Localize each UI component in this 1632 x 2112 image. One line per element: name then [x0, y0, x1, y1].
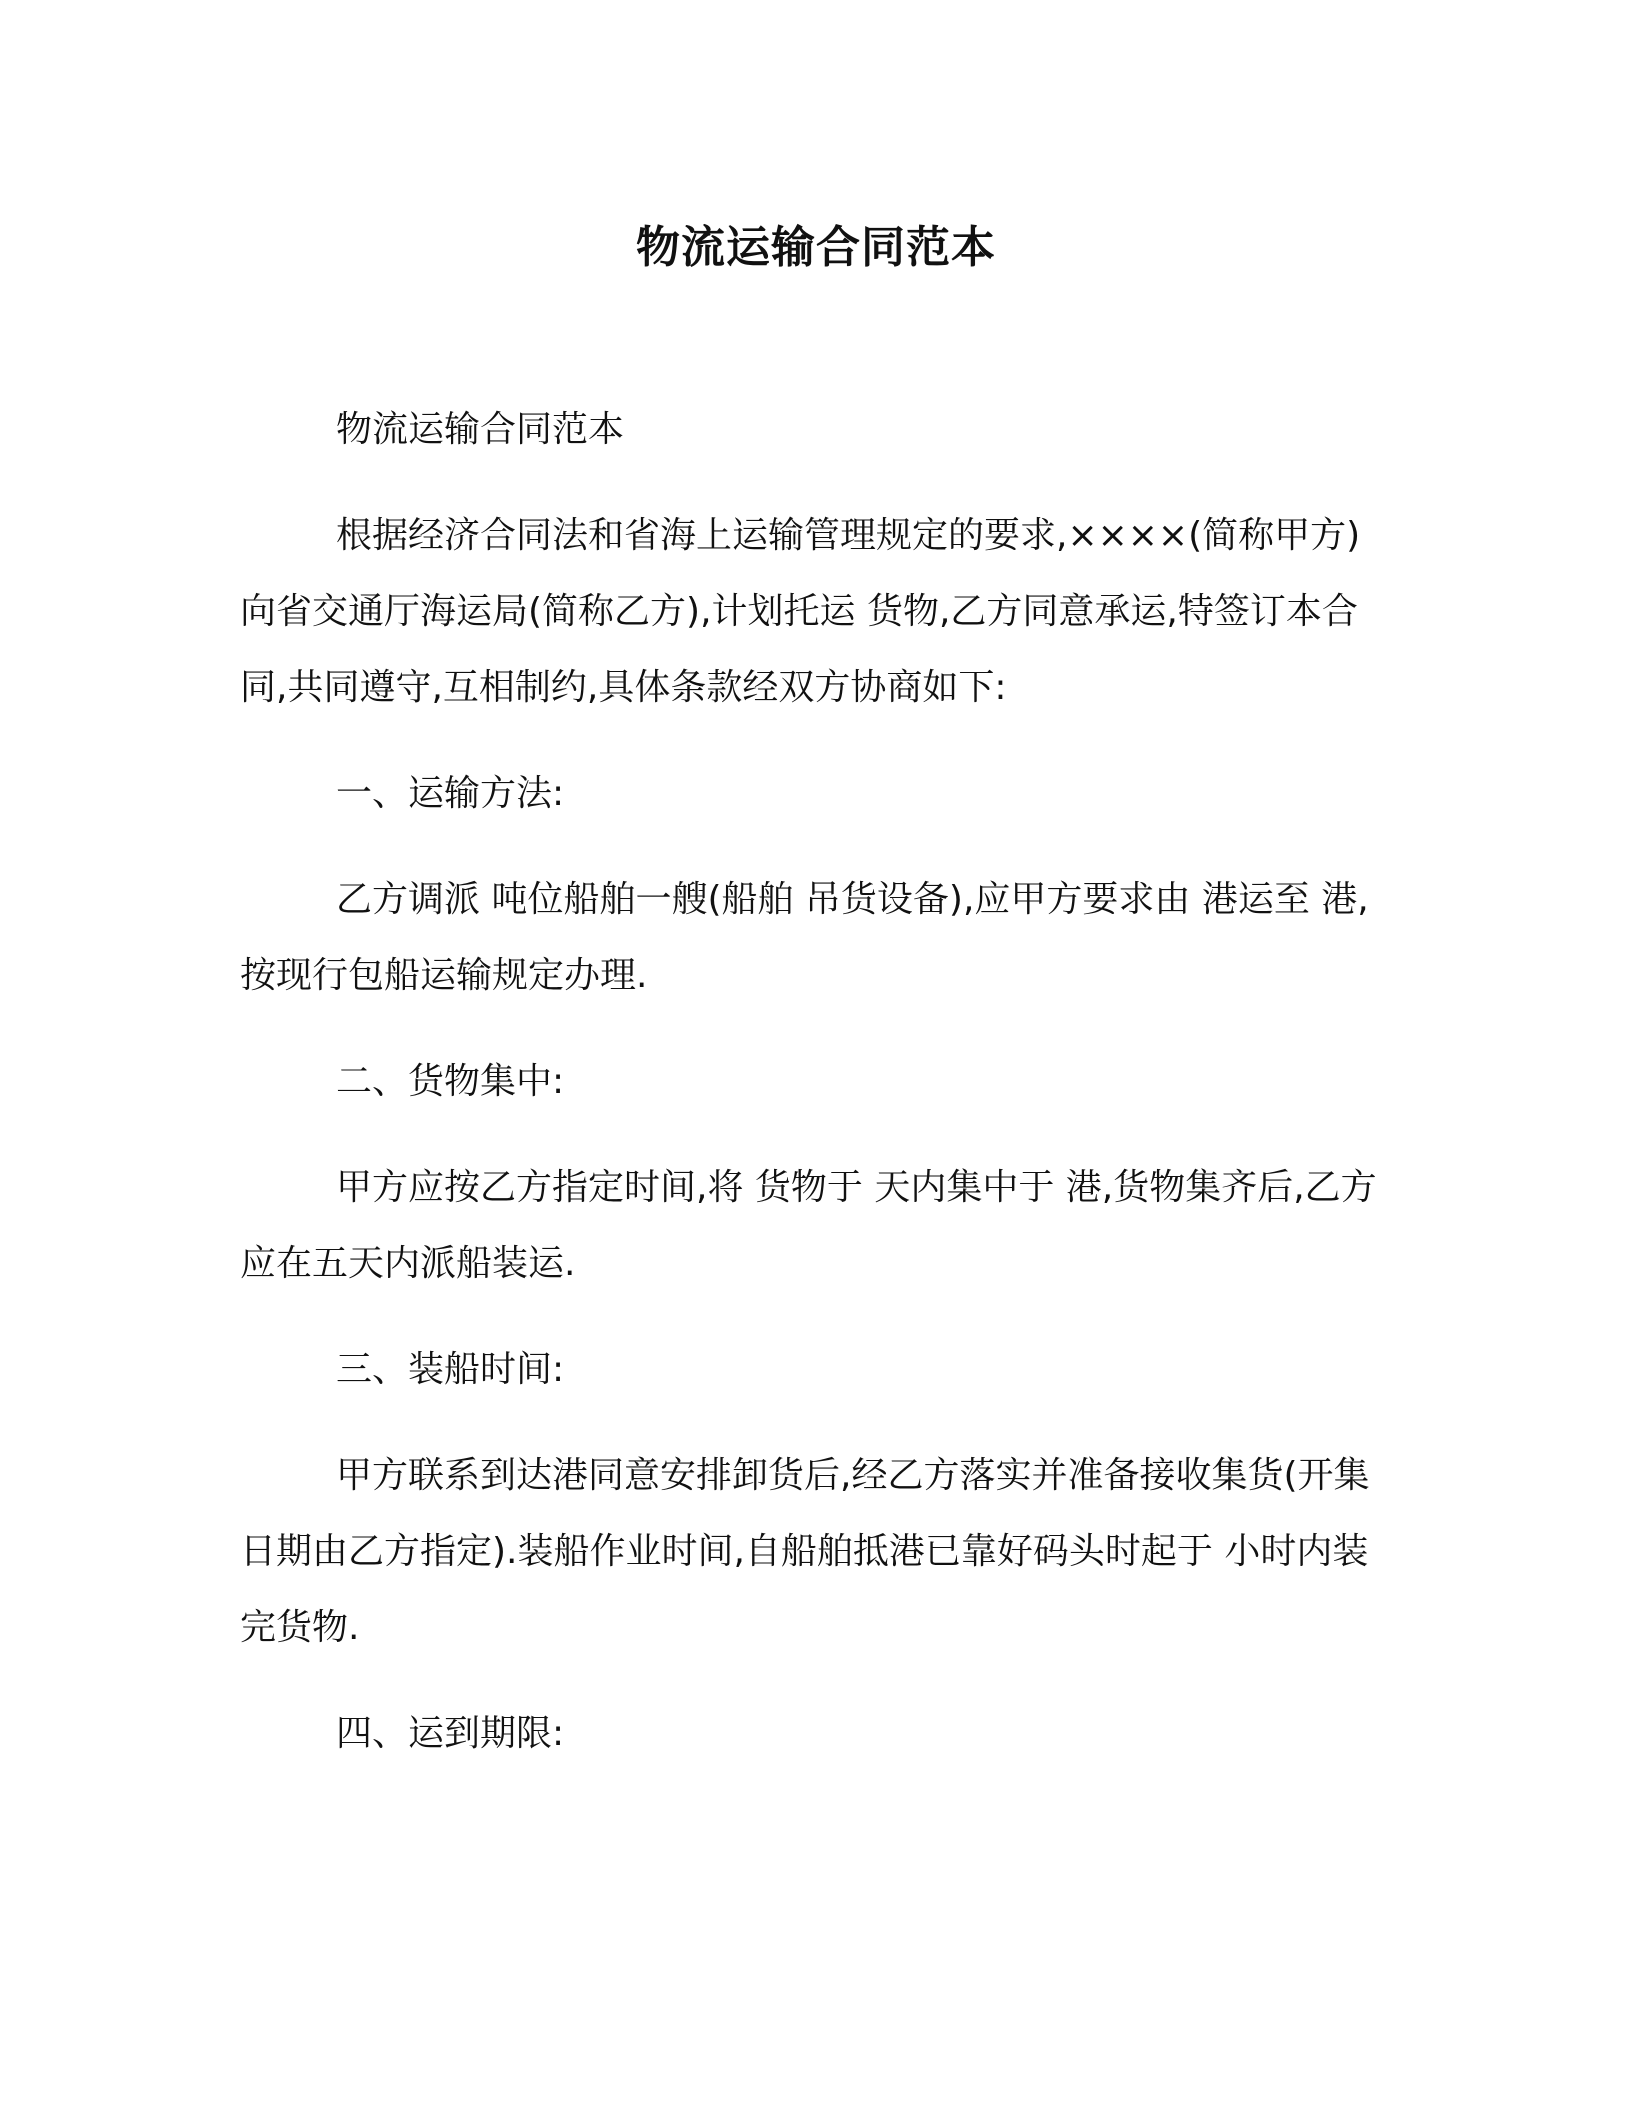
paragraph-transport-method: 乙方调派 吨位船舶一艘(船舶 吊货设备),应甲方要求由 港运至 港,按现行包船运输规定办理.	[240, 879, 1369, 996]
paragraph-loading-time: 甲方联系到达港同意安排卸货后,经乙方落实并准备接收集货(开集日期由乙方指定).装船作业时间,自船舶抵港已靠好码头时起于 小时内装完货物.	[240, 1455, 1370, 1648]
document-body	[240, 392, 1392, 1802]
section-heading-delivery-deadline: 四、运到期限:	[336, 1713, 565, 1754]
paragraph-cargo-concentration: 甲方应按乙方指定时间,将 货物于 天内集中于 港,货物集齐后,乙方应在五天内派船装运.	[240, 1167, 1377, 1284]
document-title: 物流运输合同范本	[636, 222, 996, 273]
section-heading-cargo-concentration: 二、货物集中:	[336, 1061, 565, 1102]
paragraph-preamble: 根据经济合同法和省海上运输管理规定的要求,××××(简称甲方)向省交通厅海运局(简称乙方),计划托运 货物,乙方同意承运,特签订本合同,共同遵守,互相制约,具体条款经双方协商如下:	[240, 515, 1361, 708]
paragraph-subtitle: 物流运输合同范本	[336, 409, 625, 450]
section-heading-loading-time: 三、装船时间:	[336, 1349, 565, 1390]
section-heading-transport-method: 一、运输方法:	[336, 773, 565, 814]
